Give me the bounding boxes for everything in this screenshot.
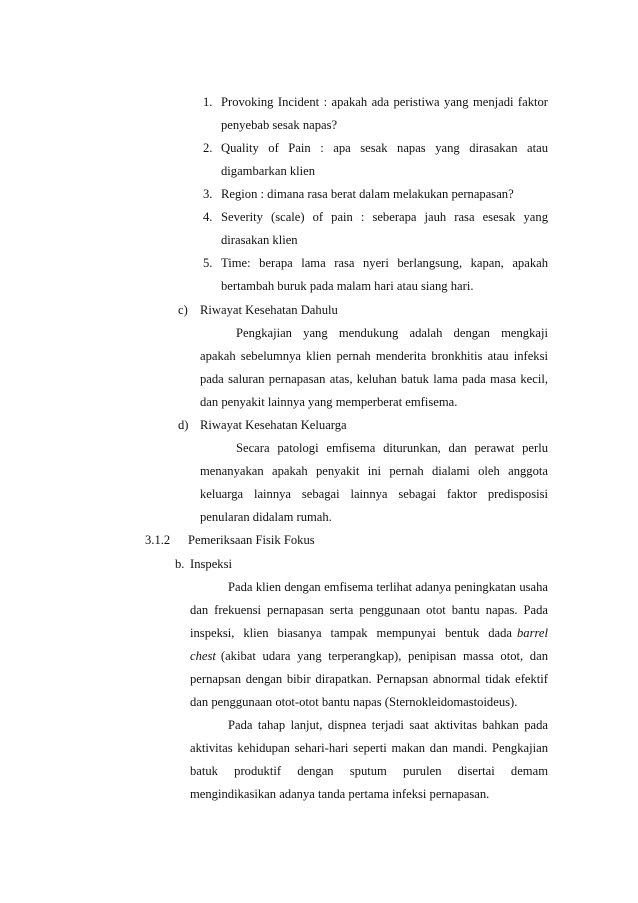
section-label: d) — [178, 418, 189, 432]
paragraph-line: Pengkajian yang mendukung adalah dengan mengkaji — [236, 326, 548, 340]
section-label: b. — [175, 557, 185, 571]
paragraph-line: penularan didalam rumah. — [200, 510, 332, 524]
paragraph-line: aktivitas kehidupan sehari-hari seperti makan dan mandi. Pengkajian — [190, 741, 548, 755]
list-item-text: Provoking Incident : apakah ada peristiwa yang menjadi faktor — [221, 95, 548, 109]
list-item-number: 5. — [203, 256, 213, 270]
list-item-number: 4. — [203, 210, 213, 224]
paragraph-line: batuk produktif dengan sputum purulen disertai demam — [190, 764, 548, 778]
paragraph-line: mengindikasikan adanya tanda pertama infeksi pernapasan. — [190, 787, 490, 801]
italic-term: chest — [190, 649, 216, 663]
list-item-text: Severity (scale) of pain : seberapa jauh rasa esesak yang — [221, 210, 548, 224]
paragraph-line: dan frekuensi pernapasan serta penggunaan otot bantu napas. Pada — [190, 603, 548, 617]
list-item-text: Region : dimana rasa berat dalam melakukan pernapasan? — [221, 187, 514, 201]
list-item-number: 3. — [203, 187, 213, 201]
section-label: c) — [178, 303, 188, 317]
section-title: Riwayat Kesehatan Keluarga — [200, 418, 347, 432]
list-item-text: penyebab sesak napas? — [221, 118, 338, 132]
paragraph-line: Secara patologi emfisema diturunkan, dan perawat perlu — [236, 441, 548, 455]
paragraph-line: apakah sebelumnya klien pernah menderita bronkhitis atau infeksi — [200, 349, 548, 363]
paragraph-line: dan penyakit lainnya yang memperberat emfisema. — [200, 395, 458, 409]
italic-term: barrel — [516, 626, 548, 640]
paragraph-line — [190, 648, 548, 664]
heading-number: 3.1.2 — [145, 533, 171, 547]
paragraph-line: Pada tahap lanjut, dispnea terjadi saat aktivitas bahkan pada — [228, 718, 548, 732]
paragraph-line: Pada klien dengan emfisema terlihat adanya peningkatan usaha — [228, 580, 548, 594]
paragraph-line: menanyakan apakah penyakit ini pernah dialami oleh anggota — [200, 464, 548, 478]
section-title: Riwayat Kesehatan Dahulu — [200, 303, 338, 317]
paragraph-text: inspeksi, klien biasanya tampak mempunyai bentuk dada — [190, 626, 512, 640]
paragraph-line: dan penggunaan otot-otot bantu napas (Sternokleidomastoideus). — [190, 695, 518, 709]
list-item-text: Quality of Pain : apa sesak napas yang dirasakan atau — [221, 141, 548, 155]
list-item-number: 2. — [203, 141, 213, 155]
list-item-text: dirasakan klien — [221, 233, 298, 247]
paragraph-line — [190, 625, 548, 641]
list-item-text: bertambah buruk pada malam hari atau siang hari. — [221, 279, 474, 293]
heading-title: Pemeriksaan Fisik Fokus — [188, 533, 315, 547]
list-item-number: 1. — [203, 95, 213, 109]
list-item-text: digambarkan klien — [221, 164, 316, 178]
section-title: Inspeksi — [190, 557, 232, 571]
paragraph-line: keluarga lainnya sebagai lainnya sebagai faktor predisposisi — [200, 487, 548, 501]
list-item-text: Time: berapa lama rasa nyeri berlangsung, kapan, apakah — [221, 256, 548, 270]
paragraph-text: (akibat udara yang terperangkap), penipisan massa otot, dan — [220, 649, 548, 663]
paragraph-line: pada saluran pernapasan atas, keluhan batuk lama pada masa kecil, — [200, 372, 548, 386]
paragraph-line: pernapsan dengan bibir dirapatkan. Pernapsan abnormal tidak efektif — [190, 672, 548, 686]
